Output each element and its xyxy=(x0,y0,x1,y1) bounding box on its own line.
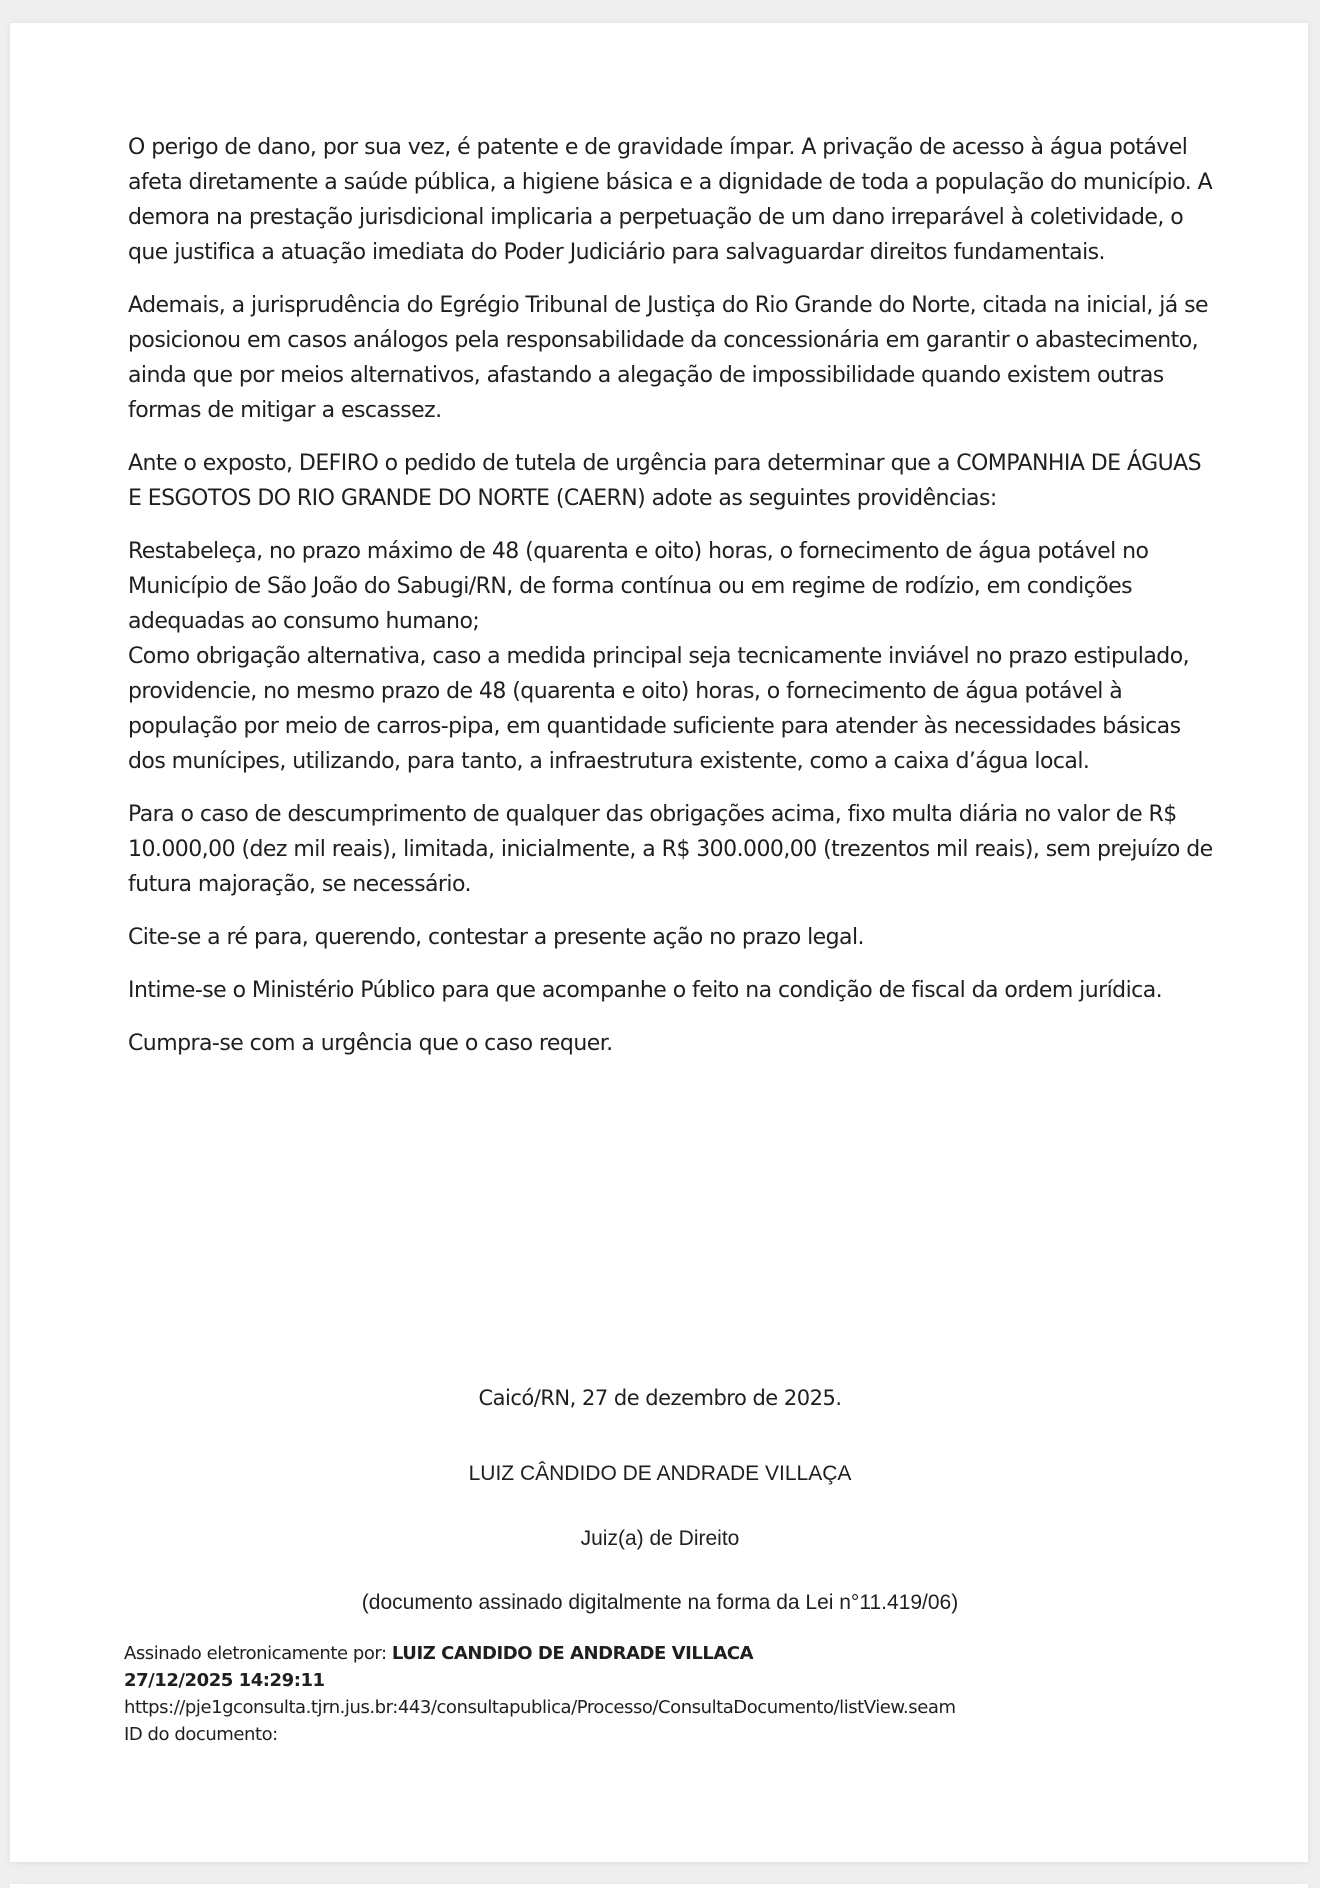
paragraph-comply: Cumpra-se com a urgência que o caso requer. xyxy=(128,1031,613,1056)
verification-url[interactable]: https://pje1gconsulta.tjrn.jus.br:443/consultapublica/Processo/ConsultaDocumento/listView.seam xyxy=(124,1697,956,1718)
paragraph-order-restore: Restabeleça, no prazo máximo de 48 (quarenta e oito) horas, o fornecimento de água potável no Município de São João do Sabugi/RN, de forma contínua ou em regime de rodízio, em condições adequadas ao consumo humano; xyxy=(128,539,1149,634)
paragraph-fine: Para o caso de descumprimento de qualquer das obrigações acima, fixo multa diária no valor de R$ 10.000,00 (dez mil reais), limitada, inicialmente, a R$ 300.000,00 (trezentos mil reais), sem prejuízo de futura majoração, se necessário. xyxy=(128,802,1213,897)
document-body xyxy=(128,130,1218,1079)
paragraph-danger: O perigo de dano, por sua vez, é patente e de gravidade ímpar. A privação de acesso à água potável afeta diretamente a saúde pública, a higiene básica e a dignidade de toda a população do município. A demora na prestação jurisdicional implicaria a perpetuação de um dano irreparável à coletividade, o que justifica a atuação imediata do Poder Judiciário para salvaguardar direitos fundamentais. xyxy=(128,135,1213,265)
document-page xyxy=(10,23,1308,1862)
paragraph-citation: Cite-se a ré para, querendo, contestar a presente ação no prazo legal. xyxy=(128,925,864,950)
paragraph-ministry: Intime-se o Ministério Público para que acompanhe o feito na condição de fiscal da ordem jurídica. xyxy=(128,978,1163,1003)
signed-by-label: Assinado eletronicamente por: xyxy=(124,1643,392,1664)
document-id-label: ID do documento: xyxy=(124,1724,278,1745)
paragraph-order-alternative: Como obrigação alternativa, caso a medida principal seja tecnicamente inviável no prazo estipulado, providencie, no mesmo prazo de 48 (quarenta e oito) horas, o fornecimento de água potável à população por meio de carros-pipa, em quantidade suficiente para atender às necessidades básicas dos munícipes, utilizando, para tanto, a infraestrutura existente, como a caixa d’água local. xyxy=(128,644,1190,774)
signature-timestamp: 27/12/2025 14:29:11 xyxy=(124,1670,325,1691)
signed-by-name: LUIZ CANDIDO DE ANDRADE VILLACA xyxy=(391,1643,754,1664)
electronic-signature-footer xyxy=(124,1640,956,1748)
signature-judge-name: LUIZ CÂNDIDO DE ANDRADE VILLAÇA xyxy=(468,1462,852,1485)
next-page-edge xyxy=(10,1884,1308,1888)
paragraph-jurisprudence: Ademais, a jurisprudência do Egrégio Tribunal de Justiça do Rio Grande do Norte, citada na inicial, já se posicionou em casos análogos pela responsabilidade da concessionária em garantir o abastecimento, ainda que por meios alternativos, afastando a alegação de impossibilidade quando existem outras formas de mitigar a escassez. xyxy=(128,293,1209,423)
signed-by-line xyxy=(124,1640,956,1667)
signature-place-date: Caicó/RN, 27 de dezembro de 2025. xyxy=(478,1386,842,1410)
signature-role: Juiz(a) de Direito xyxy=(580,1527,740,1550)
signature-law-note: (documento assinado digitalmente na forma da Lei n°11.419/06) xyxy=(361,1591,959,1614)
paragraph-decision: Ante o exposto, DEFIRO o pedido de tutela de urgência para determinar que a COMPANHIA DE ÁGUAS E ESGOTOS DO RIO GRANDE DO NORTE (CAERN) adote as seguintes providências: xyxy=(128,451,1202,511)
